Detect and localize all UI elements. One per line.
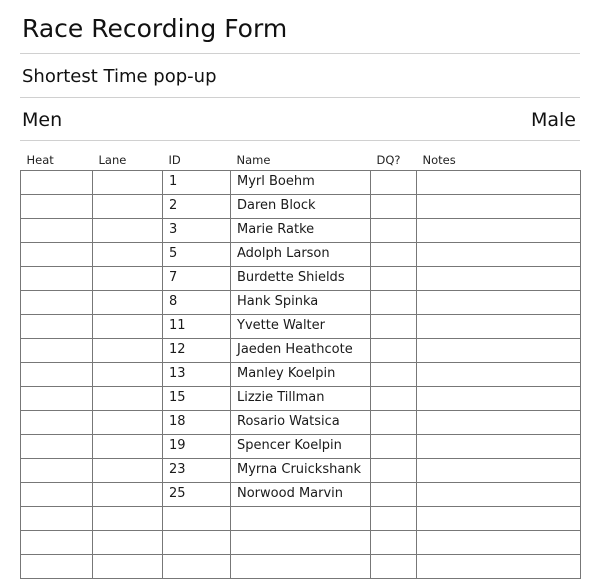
cell-id[interactable]: 12: [163, 338, 231, 362]
cell-dq[interactable]: [371, 530, 417, 554]
cell-notes[interactable]: [417, 362, 581, 386]
cell-id[interactable]: 19: [163, 434, 231, 458]
cell-notes[interactable]: [417, 506, 581, 530]
cell-name[interactable]: Spencer Koelpin: [231, 434, 371, 458]
cell-name[interactable]: Norwood Marvin: [231, 482, 371, 506]
cell-notes[interactable]: [417, 482, 581, 506]
cell-lane[interactable]: [93, 506, 163, 530]
cell-id[interactable]: 18: [163, 410, 231, 434]
table-row: [21, 410, 581, 434]
cell-lane[interactable]: [93, 218, 163, 242]
cell-lane[interactable]: [93, 482, 163, 506]
cell-id[interactable]: 1: [163, 170, 231, 194]
cell-lane[interactable]: [93, 458, 163, 482]
cell-notes[interactable]: [417, 242, 581, 266]
column-header-heat: Heat: [21, 151, 93, 170]
cell-notes[interactable]: [417, 410, 581, 434]
cell-heat[interactable]: [21, 434, 93, 458]
cell-dq[interactable]: [371, 266, 417, 290]
table-header-row: [21, 151, 581, 170]
column-header-lane: Lane: [93, 151, 163, 170]
table-row: [21, 338, 581, 362]
cell-id[interactable]: 2: [163, 194, 231, 218]
cell-lane[interactable]: [93, 338, 163, 362]
cell-dq[interactable]: [371, 506, 417, 530]
cell-lane[interactable]: [93, 362, 163, 386]
cell-id[interactable]: 25: [163, 482, 231, 506]
cell-dq[interactable]: [371, 242, 417, 266]
cell-dq[interactable]: [371, 434, 417, 458]
cell-name[interactable]: Myrl Boehm: [231, 170, 371, 194]
table-row: [21, 170, 581, 194]
cell-heat[interactable]: [21, 530, 93, 554]
cell-id[interactable]: 13: [163, 362, 231, 386]
cell-name[interactable]: [231, 506, 371, 530]
cell-id[interactable]: [163, 554, 231, 578]
cell-heat[interactable]: [21, 218, 93, 242]
cell-dq[interactable]: [371, 458, 417, 482]
table-row: [21, 314, 581, 338]
table-header: [21, 151, 581, 170]
cell-lane[interactable]: [93, 410, 163, 434]
cell-name[interactable]: Daren Block: [231, 194, 371, 218]
cell-dq[interactable]: [371, 362, 417, 386]
cell-dq[interactable]: [371, 314, 417, 338]
table-row: [21, 290, 581, 314]
cell-id[interactable]: 5: [163, 242, 231, 266]
event-subtitle: Shortest Time pop-up: [20, 54, 580, 98]
gender-label: Male: [530, 109, 576, 131]
table-row: [21, 266, 581, 290]
column-header-notes: Notes: [417, 151, 581, 170]
cell-heat[interactable]: [21, 242, 93, 266]
cell-notes[interactable]: [417, 290, 581, 314]
cell-id[interactable]: 3: [163, 218, 231, 242]
cell-heat[interactable]: [21, 554, 93, 578]
table-row: [21, 242, 581, 266]
cell-dq[interactable]: [371, 482, 417, 506]
cell-lane[interactable]: [93, 530, 163, 554]
category-label: Men: [22, 109, 63, 131]
page-title: Race Recording Form: [20, 0, 580, 54]
cell-heat[interactable]: [21, 266, 93, 290]
cell-name[interactable]: Hank Spinka: [231, 290, 371, 314]
cell-id[interactable]: [163, 506, 231, 530]
cell-name[interactable]: Rosario Watsica: [231, 410, 371, 434]
cell-id[interactable]: 11: [163, 314, 231, 338]
cell-lane[interactable]: [93, 242, 163, 266]
cell-dq[interactable]: [371, 194, 417, 218]
cell-dq[interactable]: [371, 290, 417, 314]
cell-notes[interactable]: [417, 458, 581, 482]
cell-name[interactable]: Manley Koelpin: [231, 362, 371, 386]
cell-notes[interactable]: [417, 314, 581, 338]
cell-dq[interactable]: [371, 218, 417, 242]
cell-lane[interactable]: [93, 554, 163, 578]
cell-lane[interactable]: [93, 434, 163, 458]
cell-lane[interactable]: [93, 194, 163, 218]
cell-id[interactable]: 7: [163, 266, 231, 290]
cell-lane[interactable]: [93, 290, 163, 314]
cell-notes[interactable]: [417, 218, 581, 242]
cell-name[interactable]: Myrna Cruickshank: [231, 458, 371, 482]
cell-name[interactable]: Adolph Larson: [231, 242, 371, 266]
table-row: [21, 434, 581, 458]
cell-notes[interactable]: [417, 266, 581, 290]
cell-notes[interactable]: [417, 530, 581, 554]
cell-id[interactable]: 15: [163, 386, 231, 410]
table-row: [21, 386, 581, 410]
cell-heat[interactable]: [21, 290, 93, 314]
cell-notes[interactable]: [417, 554, 581, 578]
table-row: [21, 218, 581, 242]
table-row: [21, 362, 581, 386]
cell-id[interactable]: 23: [163, 458, 231, 482]
cell-name[interactable]: Jaeden Heathcote: [231, 338, 371, 362]
table-row: [21, 506, 581, 530]
cell-heat[interactable]: [21, 386, 93, 410]
cell-heat[interactable]: [21, 362, 93, 386]
column-header-name: Name: [231, 151, 371, 170]
cell-heat[interactable]: [21, 482, 93, 506]
cell-name[interactable]: Lizzie Tillman: [231, 386, 371, 410]
cell-id[interactable]: [163, 530, 231, 554]
cell-name[interactable]: [231, 554, 371, 578]
cell-heat[interactable]: [21, 314, 93, 338]
cell-lane[interactable]: [93, 314, 163, 338]
cell-name[interactable]: [231, 530, 371, 554]
cell-heat[interactable]: [21, 410, 93, 434]
table-row: [21, 458, 581, 482]
cell-name[interactable]: Marie Ratke: [231, 218, 371, 242]
table-body: [21, 170, 581, 578]
entrants-table: [20, 151, 581, 579]
cell-dq[interactable]: [371, 170, 417, 194]
table-row: [21, 194, 581, 218]
cell-notes[interactable]: [417, 194, 581, 218]
cell-heat[interactable]: [21, 458, 93, 482]
cell-heat[interactable]: [21, 338, 93, 362]
table-row: [21, 482, 581, 506]
cell-heat[interactable]: [21, 170, 93, 194]
column-header-dq: DQ?: [371, 151, 417, 170]
cell-id[interactable]: 8: [163, 290, 231, 314]
cell-dq[interactable]: [371, 554, 417, 578]
table-row: [21, 530, 581, 554]
cell-heat[interactable]: [21, 506, 93, 530]
table-row: [21, 554, 581, 578]
cell-lane[interactable]: [93, 266, 163, 290]
cell-dq[interactable]: [371, 386, 417, 410]
cell-notes[interactable]: [417, 338, 581, 362]
cell-notes[interactable]: [417, 434, 581, 458]
cell-dq[interactable]: [371, 410, 417, 434]
cell-notes[interactable]: [417, 170, 581, 194]
cell-notes[interactable]: [417, 386, 581, 410]
cell-dq[interactable]: [371, 338, 417, 362]
cell-heat[interactable]: [21, 194, 93, 218]
cell-name[interactable]: Burdette Shields: [231, 266, 371, 290]
column-header-id: ID: [163, 151, 231, 170]
cell-name[interactable]: Yvette Walter: [231, 314, 371, 338]
category-row: [20, 98, 580, 141]
cell-lane[interactable]: [93, 170, 163, 194]
cell-lane[interactable]: [93, 386, 163, 410]
